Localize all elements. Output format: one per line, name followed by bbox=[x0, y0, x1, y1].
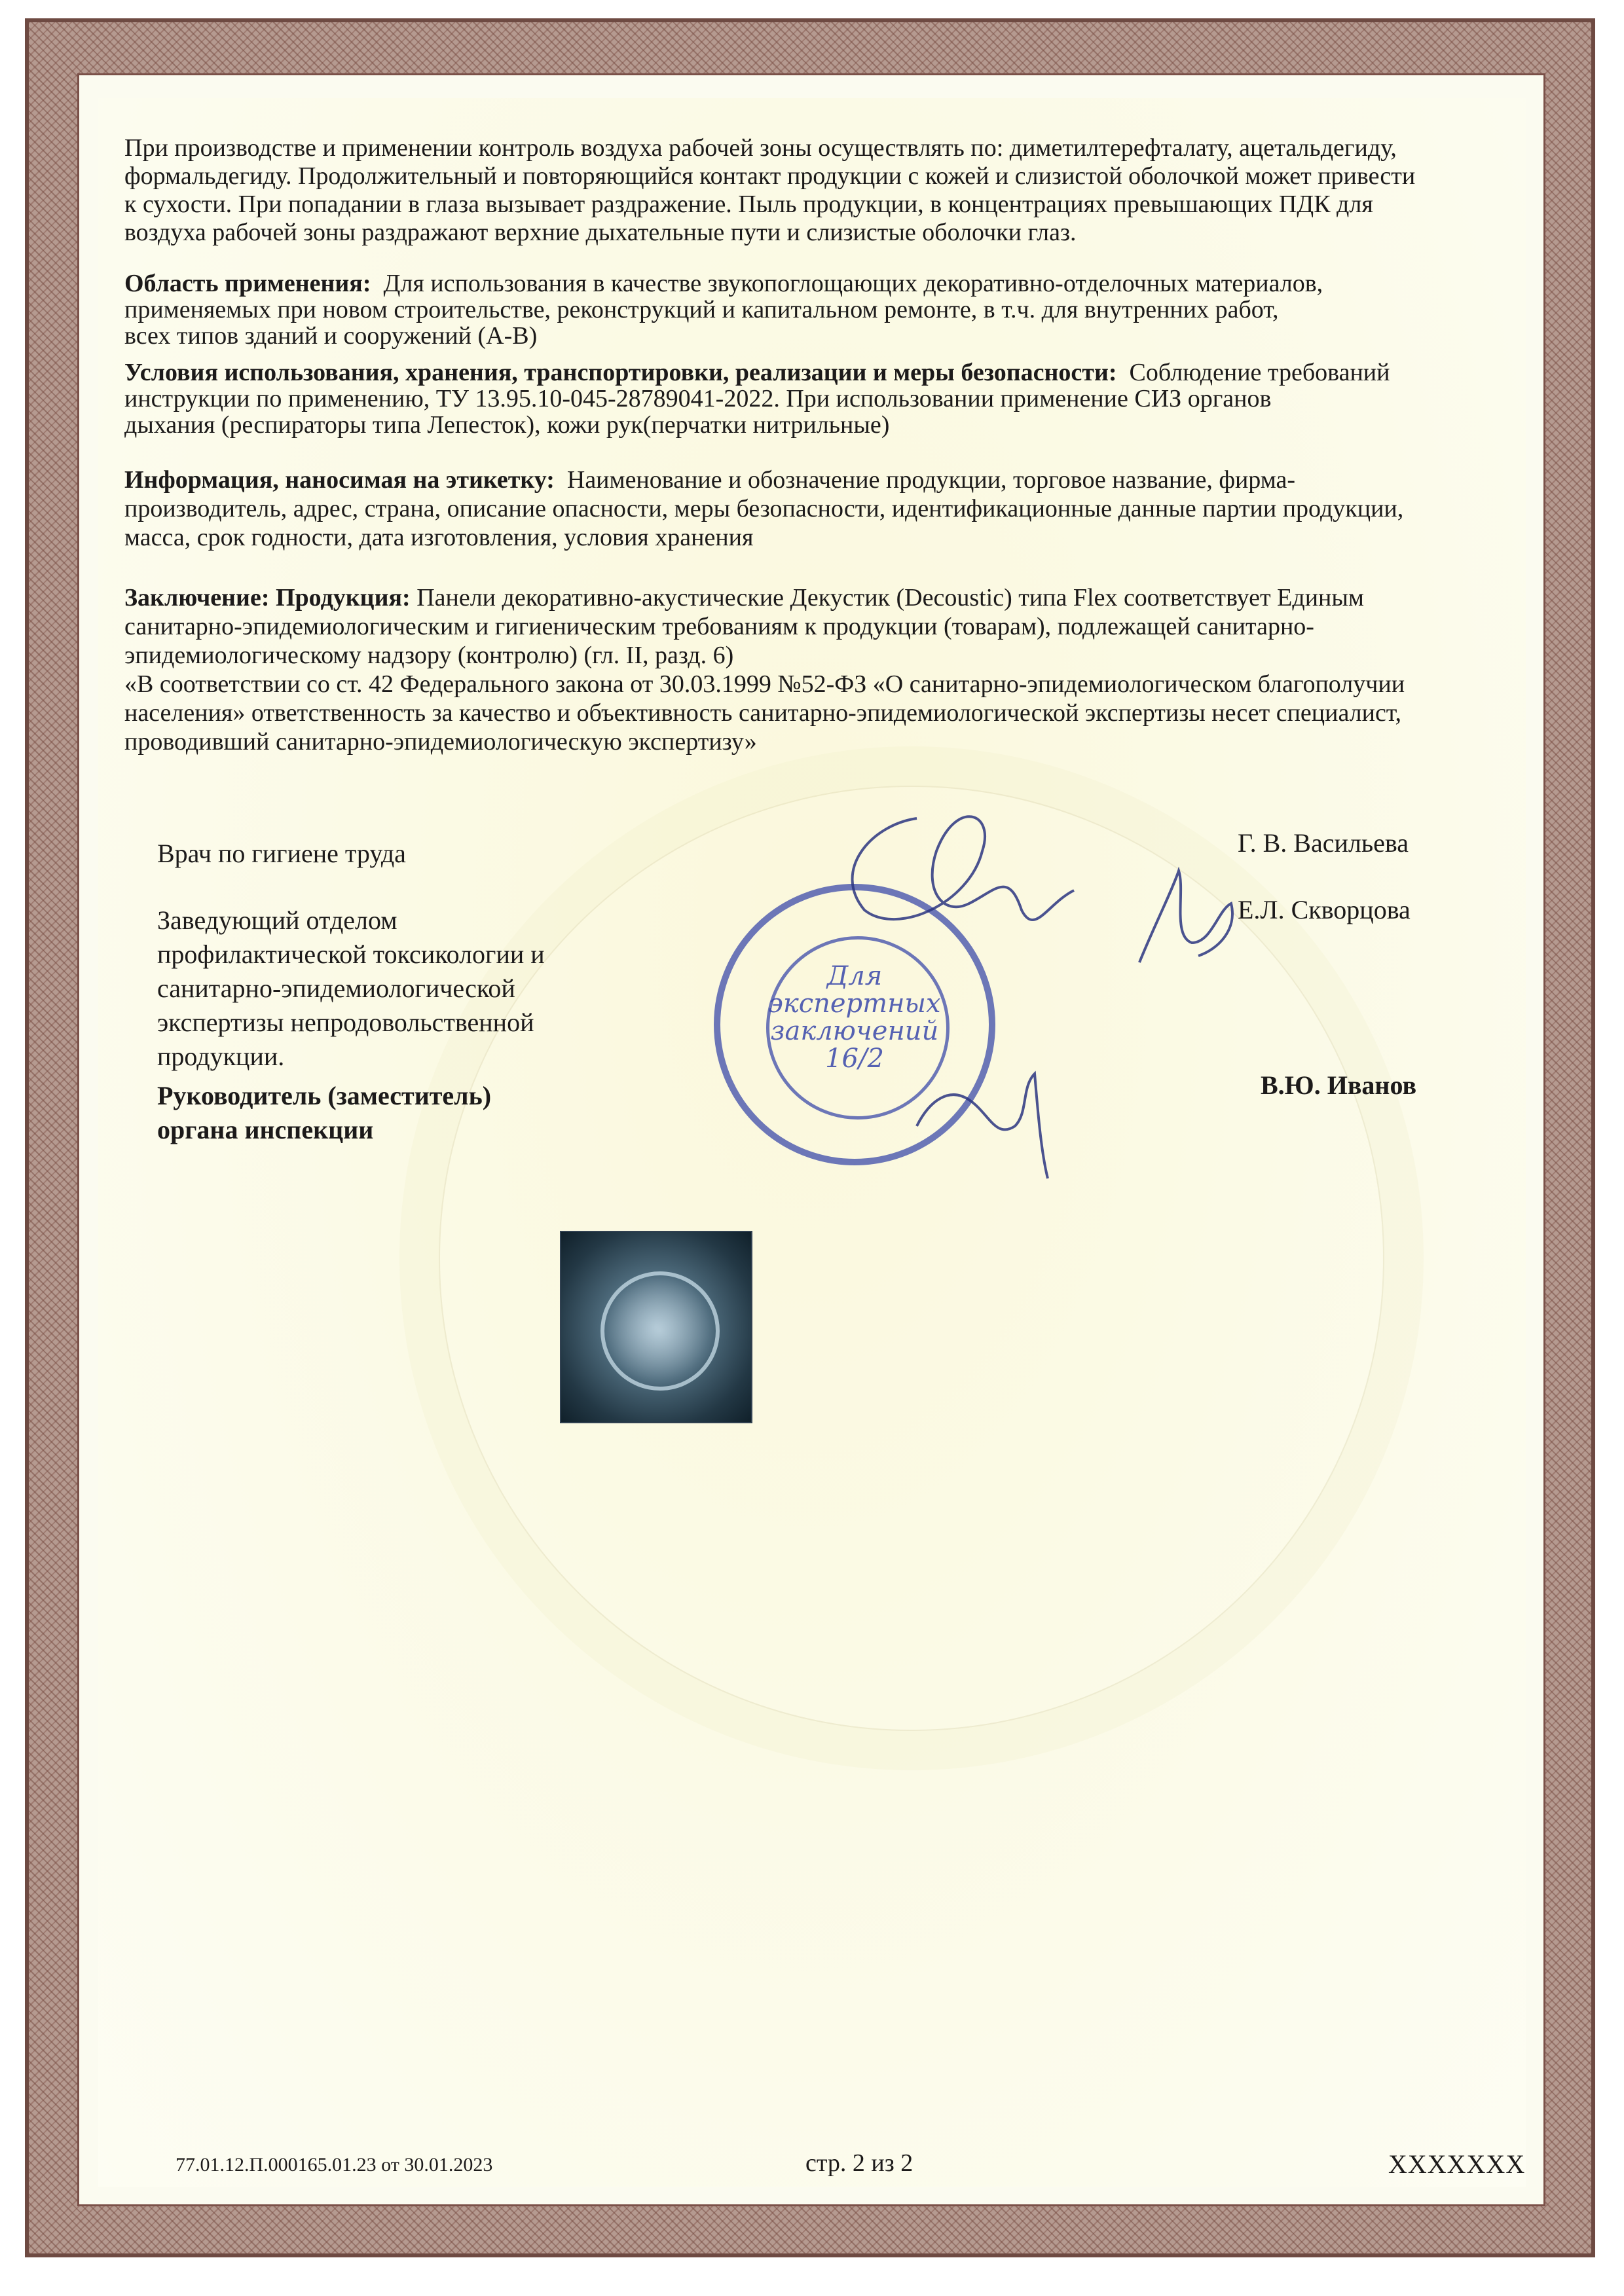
usage-conditions-text: Соблюдение требований bbox=[1129, 359, 1390, 386]
body-p5-line5: населения» ответственность за качество и объективность санитарно-эпидемиологической экспертизы несет специалист, bbox=[124, 699, 1402, 727]
signature-vasilyeva bbox=[853, 816, 1074, 920]
document-from-word: от bbox=[381, 2154, 399, 2176]
body-p1-line4: воздуха рабочей зоны раздражают верхние дыхательные пути и слизистые оболочки глаз. bbox=[124, 219, 1077, 246]
body-p3-line3: дыхания (респираторы типа Лепесток), кожи рук(перчатки нитрильные) bbox=[124, 411, 890, 439]
body-p1-line3: к сухости. При попадании в глаза вызывает раздражение. Пыль продукции, в концентрациях превышающих ПДК для bbox=[124, 191, 1373, 218]
area-of-use-text: Для использования в качестве звукопоглощающих декоративно-отделочных материалов, bbox=[383, 270, 1323, 297]
name-vasilyeva: Г. В. Васильева bbox=[1238, 828, 1409, 858]
name-ivanov: В.Ю. Иванов bbox=[1261, 1070, 1417, 1100]
role-department-head-line4: экспертизы непродовольственной bbox=[157, 1008, 534, 1037]
role-department-head-line1: Заведующий отделом bbox=[157, 905, 397, 935]
body-p1-line2: формальдегиду. Продолжительный и повторяющийся контакт продукции с кожей и слизистой оболочкой может привести bbox=[124, 162, 1416, 190]
body-p2-line3: всех типов зданий и сооружений (А-В) bbox=[124, 322, 538, 350]
role-department-head-line2: профилактической токсикологии и bbox=[157, 939, 545, 969]
body-p4-line3: масса, срок годности, дата изготовления, условия хранения bbox=[124, 524, 754, 551]
page-number: стр. 2 из 2 bbox=[805, 2149, 913, 2177]
stamp-line-3: заключений bbox=[770, 1016, 939, 1046]
stamp-line-2: экспертных bbox=[768, 989, 941, 1019]
usage-conditions-label: Условия использования, хранения, транспортировки, реализации и меры безопасности: bbox=[124, 359, 1117, 386]
stamp-line-4: 16/2 bbox=[825, 1044, 884, 1074]
signature-skvortsova bbox=[1139, 871, 1232, 962]
hologram-sticker bbox=[560, 1231, 752, 1423]
document-number-value: 77.01.12.П.000165.01.23 bbox=[175, 2154, 377, 2176]
conclusion-text: Панели декоративно-акустические Декустик (Decoustic) типа Flex соответствует Единым bbox=[416, 584, 1364, 611]
role-occupational-hygienist: Врач по гигиене труда bbox=[157, 839, 406, 868]
body-p4-line2: производитель, адрес, страна, описание опасности, меры безопасности, идентификационные данные партии продукции, bbox=[124, 495, 1404, 522]
document-number bbox=[175, 2154, 492, 2176]
stamp-line-1: Для bbox=[826, 961, 883, 991]
body-p5-line3: эпидемиологическому надзору (контролю) (гл. II, разд. 6) bbox=[124, 642, 734, 669]
body-p3-line2: инструкции по применению, ТУ 13.95.10-045-28789041-2022. При использовании применение СИЗ органов bbox=[124, 385, 1272, 412]
area-of-use-label: Область применения: bbox=[124, 270, 371, 297]
body-p5-line2: санитарно-эпидемиологическим и гигиеническим требованиям к продукции (товарам), подлежащей санитарно- bbox=[124, 613, 1314, 640]
label-info-label: Информация, наносимая на этикетку: bbox=[124, 466, 555, 494]
label-info-text: Наименование и обозначение продукции, торговое название, фирма- bbox=[566, 466, 1296, 494]
conclusion-label: Заключение: Продукция: bbox=[124, 584, 411, 611]
role-inspection-head-line2: органа инспекции bbox=[157, 1115, 374, 1144]
hologram-emblem-icon bbox=[600, 1271, 720, 1391]
signature-ivanov bbox=[917, 1074, 1048, 1178]
name-skvortsova: Е.Л. Скворцова bbox=[1238, 895, 1411, 924]
body-p5-line6: проводивший санитарно-эпидемиологическую экспертизу» bbox=[124, 728, 757, 756]
body-p5-line4: «В соответствии со ст. 42 Федерального закона от 30.03.1999 №52-ФЗ «О санитарно-эпидемиологическом благополучии bbox=[124, 670, 1405, 698]
role-department-head-line5: продукции. bbox=[157, 1042, 285, 1071]
body-p2-line2: применяемых при новом строительстве, реконструкций и капитальном ремонте, в т.ч. для внутренних работ, bbox=[124, 296, 1279, 323]
role-inspection-head-line1: Руководитель (заместитель) bbox=[157, 1081, 492, 1110]
document-date: 30.01.2023 bbox=[404, 2154, 493, 2176]
role-department-head-line3: санитарно-эпидемиологической bbox=[157, 974, 515, 1003]
body-p1-line1: При производстве и применении контроль воздуха рабочей зоны осуществлять по: диметилтерефталату, ацетальдегиду, bbox=[124, 134, 1397, 162]
serial-number: XXXXXXX bbox=[1388, 2149, 1526, 2179]
